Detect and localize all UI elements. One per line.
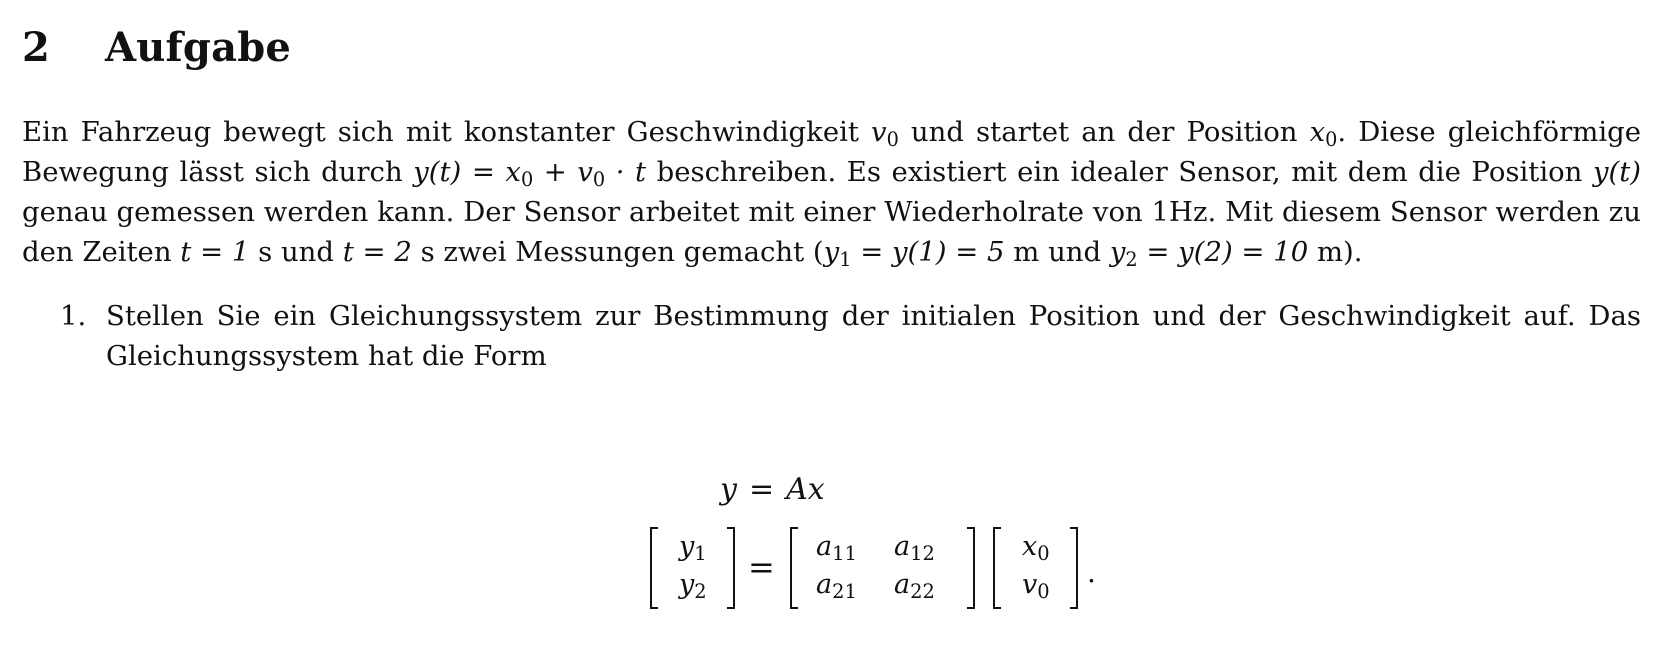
- equation-lhs: y: [720, 472, 737, 507]
- matrix-cell: $a_{11}$: [816, 531, 857, 565]
- math-t2: t = 2: [342, 236, 412, 268]
- text-segment: und: [272, 236, 343, 268]
- matrix-cell: $x_0$: [1022, 531, 1050, 565]
- equation-sign: =: [748, 472, 775, 507]
- matrix-cell: $y_1$: [679, 531, 707, 565]
- unit-m: m: [1004, 236, 1040, 268]
- matrix-cell: $y_2$: [679, 569, 707, 603]
- text-segment: zwei Messungen gemacht (: [434, 236, 824, 268]
- math-x0: $x_0$: [1309, 116, 1338, 151]
- text-segment: genau gemessen werden kann. Der Sensor arbeitet mit einer Wiederholrate von 1Hz. Mit diesem Sensor werden zu den Zeiten: [22, 196, 1641, 268]
- matrix-a: [790, 527, 975, 609]
- unit-m: m: [1308, 236, 1344, 268]
- matrix-cell: $v_0$: [1022, 569, 1050, 603]
- math-motion-equation: $y(t) = x_0 + v_0 \cdot t$: [413, 156, 647, 191]
- text-segment: ).: [1343, 236, 1363, 268]
- matrix-cell: $a_{21}$: [816, 569, 857, 603]
- list-item-text: Stellen Sie ein Gleichungssystem zur Bestimmung der initialen Position und der Geschwindigkeit auf. Das Gleichungssystem hat die Form: [106, 300, 1641, 372]
- unit-s: s: [411, 236, 435, 268]
- problem-paragraph: [22, 112, 1641, 272]
- math-yt: y(t): [1592, 156, 1641, 188]
- math-y2: $y_2 = y(2) = 10$: [1109, 236, 1309, 271]
- vector-x: [993, 527, 1078, 609]
- text-segment: und: [1039, 236, 1110, 268]
- equation-rhs: Ax: [786, 472, 825, 507]
- section-heading: [22, 24, 291, 71]
- list-item-label: 1.: [60, 300, 87, 332]
- matrix-cell: $a_{12}$: [894, 531, 935, 565]
- math-v0: $v_0$: [871, 116, 899, 151]
- text-segment: und startet an der Position: [898, 116, 1310, 148]
- equation-y-ax: [720, 472, 825, 507]
- text-segment: . Diese gleichförmige Bewegung lässt sich durch: [22, 116, 1642, 188]
- math-t1: t = 1: [180, 236, 250, 268]
- unit-s: s: [249, 236, 273, 268]
- text-segment: Ein Fahrzeug bewegt sich mit konstanter Geschwindigkeit: [22, 116, 872, 148]
- section-number: 2: [22, 24, 51, 71]
- matrix-cell: $a_{22}$: [894, 569, 935, 603]
- text-segment: beschreiben. Es existiert ein idealer Sensor, mit dem die Position: [646, 156, 1593, 188]
- vector-y: [650, 527, 735, 609]
- matrix-equals: =: [748, 548, 775, 586]
- math-y1: $y_1 = y(1) = 5$: [823, 236, 1005, 271]
- matrix-period: .: [1087, 556, 1096, 589]
- section-title: Aufgabe: [105, 24, 292, 71]
